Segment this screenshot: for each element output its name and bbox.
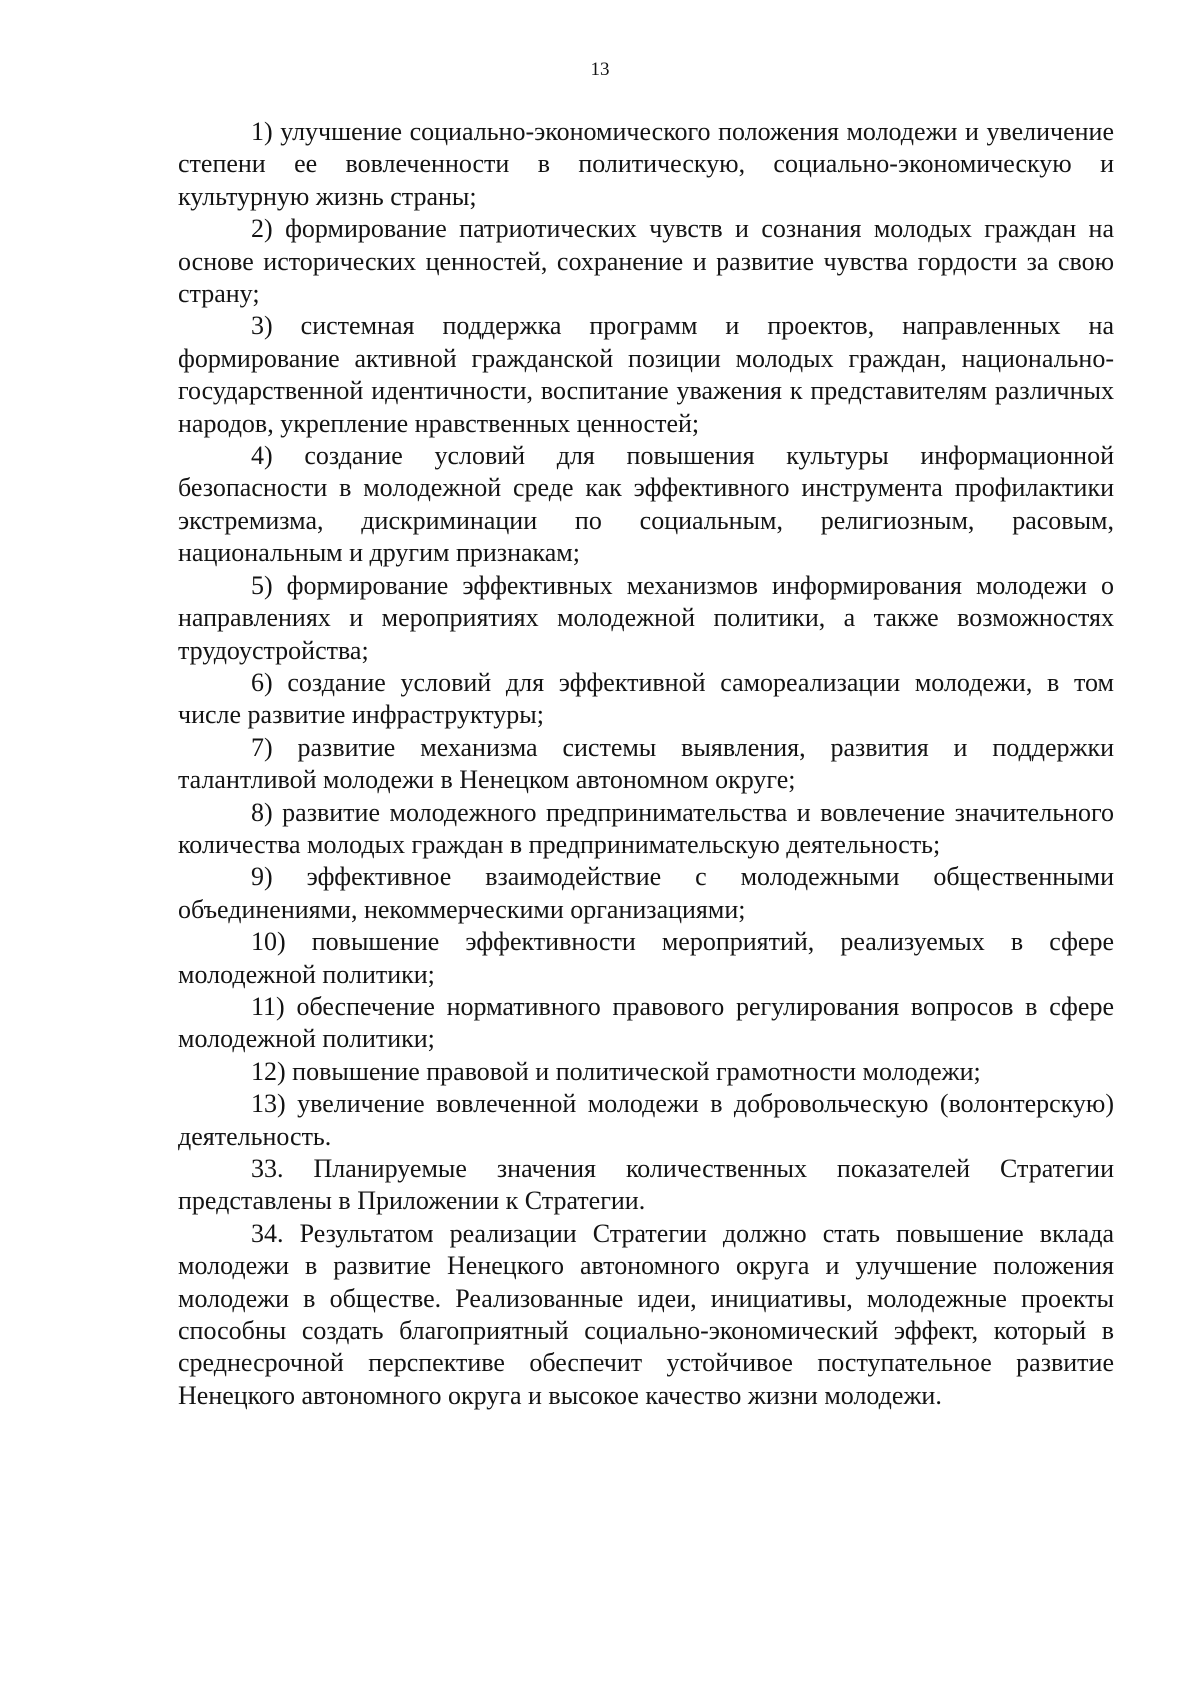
list-item: 4) создание условий для повышения культуры информационной безопасности в молодежной среде как эффективного инструмента профилактики экстремизма, дискриминации по социальным, религиозным, расовым, национальным и другим признакам; bbox=[178, 441, 1114, 568]
list-item: 13) увеличение вовлеченной молодежи в добровольческую (волонтерскую) деятельность. bbox=[178, 1089, 1114, 1151]
list-item: 12) повышение правовой и политической грамотности молодежи; bbox=[251, 1056, 981, 1086]
list-item: 9) эффективное взаимодействие с молодежными общественными объединениями, некоммерческими организациями; bbox=[178, 862, 1114, 924]
paragraph: 34. Результатом реализации Стратегии должно стать повышение вклада молодежи в развитие Ненецкого автономного округа и улучшение положения молодежи в обществе. Реализованные идеи, инициативы, молодежные проекты способны создать благоприятный социально-экономический эффект, который в среднесрочной перспективе обеспечит устойчивое поступательное развитие Ненецкого автономного округа и высокое качество жизни молодежи. bbox=[178, 1218, 1114, 1410]
list-item: 11) обеспечение нормативного правового регулирования вопросов в сфере молодежной политики; bbox=[178, 991, 1114, 1054]
list-item: 1) улучшение социально-экономического положения молодежи и увеличение степени ее вовлеченности в политическую, социально-экономическую и культурную жизнь страны; bbox=[178, 117, 1114, 211]
list-item: 10) повышение эффективности мероприятий, реализуемых в сфере молодежной политики; bbox=[178, 927, 1114, 989]
page-number: 13 bbox=[590, 59, 610, 80]
paragraph: 33. Планируемые значения количественных показателей Стратегии представлены в Приложении к Стратегии. bbox=[178, 1154, 1114, 1216]
list-item: 7) развитие механизма системы выявления, развития и поддержки талантливой молодежи в Ненецком автономном округе; bbox=[178, 732, 1114, 795]
list-item: 6) создание условий для эффективной самореализации молодежи, в том числе развитие инфраструктуры; bbox=[178, 667, 1114, 730]
list-item: 5) формирование эффективных механизмов информирования молодежи о направлениях и мероприятиях молодежной политики, а также возможностях трудоустройства; bbox=[178, 570, 1114, 665]
list-item: 8) развитие молодежного предпринимательства и вовлечение значительного количества молодых граждан в предпринимательскую деятельность; bbox=[178, 797, 1114, 859]
document-body bbox=[178, 116, 1114, 1412]
list-item: 2) формирование патриотических чувств и сознания молодых граждан на основе исторических ценностей, сохранение и развитие чувства гордости за свою страну; bbox=[178, 214, 1114, 309]
list-item: 3) системная поддержка программ и проектов, направленных на формирование активной гражданской позиции молодых граждан, национально-государственной идентичности, воспитание уважения к представителям различных народов, укрепление нравственных ценностей; bbox=[178, 311, 1114, 438]
